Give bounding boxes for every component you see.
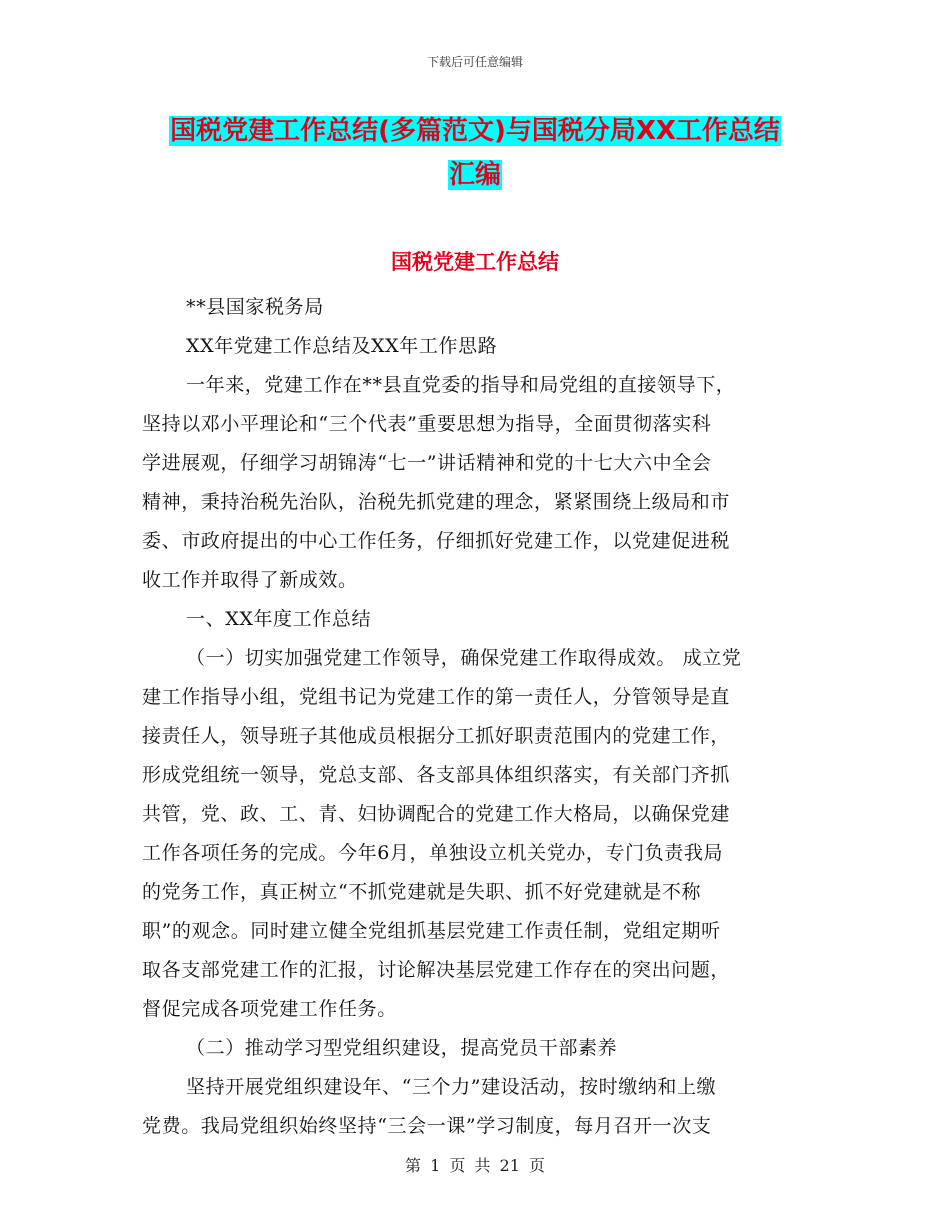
document-body <box>142 288 797 1146</box>
document-title-line-1 <box>0 108 950 154</box>
body-line: 坚持以邓小平理论和“三个代表”重要思想为指导，全面贯彻落实科 <box>142 413 712 435</box>
body-line: 形成党组统一领导，党总支部、各支部具体组织落实，有关部门齐抓 <box>142 764 731 786</box>
body-line: 委、市政府提出的中心工作任务，仔细抓好党建工作，以党建促进税 <box>142 530 731 552</box>
body-line: 建工作指导小组，党组书记为党建工作的第一责任人，分管领导是直 <box>142 686 731 708</box>
page-footer: 第 1 页 共 21 页 <box>405 1156 545 1175</box>
body-line: **县国家税务局 <box>186 296 324 318</box>
page-header: 下载后可任意编辑 <box>426 55 523 69</box>
body-line: 的党务工作，真正树立“不抓党建就是失职、抓不好党建就是不称 <box>142 881 702 903</box>
title-highlight-1: 国税党建工作总结(多篇范文)与国税分局XX工作总结 <box>170 116 780 146</box>
body-line: 党费。我局党组织始终坚持“三会一课”学习制度，每月召开一次支 <box>142 1115 712 1137</box>
body-line: 坚持开展党组织建设年、“三个力”建设活动，按时缴纳和上缴 <box>186 1076 717 1098</box>
title-highlight-2: 汇编 <box>448 160 501 190</box>
body-line: 一年来，党建工作在**县直党委的指导和局党组的直接领导下， <box>186 374 736 396</box>
body-line: 职”的观念。同时建立健全党组抓基层党建工作责任制，党组定期听 <box>142 920 721 942</box>
document-title-line-2 <box>0 152 950 198</box>
body-line: 一、XX年度工作总结 <box>186 608 372 630</box>
body-line: 共管，党、政、工、青、妇协调配合的党建工作大格局，以确保党建 <box>142 803 731 825</box>
body-line: 督促完成各项党建工作任务。 <box>142 998 397 1020</box>
body-line: 收工作并取得了新成效。 <box>142 569 358 591</box>
body-line: 工作各项任务的完成。今年6月，单独设立机关党办，专门负责我局 <box>142 842 724 864</box>
body-line: （一）切实加强党建工作领导，确保党建工作取得成效。 成立党 <box>186 647 742 669</box>
body-line: XX年党建工作总结及XX年工作思路 <box>186 335 498 357</box>
body-line: 学进展观，仔细学习胡锦涛“七一”讲话精神和党的十七大六中全会 <box>142 452 712 474</box>
body-line: （二）推动学习型党组织建设，提高党员干部素养 <box>186 1037 618 1059</box>
body-line: 精神，秉持治税先治队，治税先抓党建的理念，紧紧围绕上级局和市 <box>142 491 731 513</box>
section-title: 国税党建工作总结 <box>391 250 559 274</box>
body-line: 接责任人，领导班子其他成员根据分工抓好职责范围内的党建工作， <box>142 725 731 747</box>
body-line: 取各支部党建工作的汇报，讨论解决基层党建工作存在的突出问题， <box>142 959 731 981</box>
